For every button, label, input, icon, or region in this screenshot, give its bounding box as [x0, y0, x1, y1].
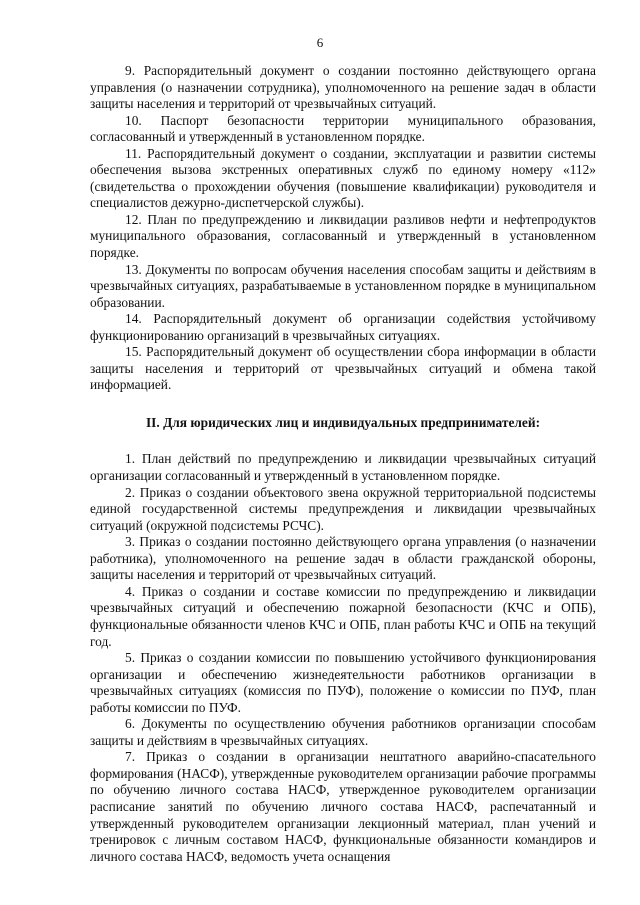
paragraph-2-6: 6. Документы по осуществлению обучения работников организации способам защиты и действиям в чрезвычайных ситуациях. — [90, 716, 596, 748]
paragraph-2-5: 5. Приказ о создании комиссии по повышению устойчивого функционирования организации и обеспечению жизнедеятельности работников организации в чрезвычайных ситуациях (комиссия по ПУФ), положение о комиссии по ПУФ, план работы комиссии по ПУФ. — [90, 650, 596, 715]
paragraph-11: 11. Распорядительный документ о создании, эксплуатации и развитии системы обеспечения вызова экстренных оперативных служб по единому номеру «112» (свидетельства о прохождении обучения (повышение квалификации) руководителя и специалистов дежурно-диспетчерской службы). — [90, 145, 596, 211]
paragraph-2-2: 2. Приказ о создании объектового звена окружной территориальной подсистемы единой государственной системы предупреждения и ликвидации чрезвычайных ситуаций (окружной подсистемы РСЧС). — [90, 484, 596, 533]
paragraph-12: 12. План по предупреждению и ликвидации разливов нефти и нефтепродуктов муниципального образования, согласованный и утвержденный в установленном порядке. — [90, 211, 596, 261]
paragraph-2-7: 7. Приказ о создании в организации нештатного аварийно-спасательного формирования (НАСФ), утвержденные руководителем организации рабочие программы по обучению личного состава НАСФ, утвержденное руководителем организации расписание занятий по обучению личного состава НАСФ, распечатанный и утвержденный руководителем организации лекционный материал, план учений и тренировок с личным составом НАСФ, функциональные обязанности командиров и личного состава НАСФ, ведомость учета оснащения — [90, 749, 596, 864]
paragraph-2-1: 1. План действий по предупреждению и ликвидации чрезвычайных ситуаций организации согласованный и утвержденный в установленном порядке. — [90, 451, 596, 484]
paragraph-9: 9. Распорядительный документ о создании постоянно действующего органа управления (о назначении сотрудника), уполномоченного на решение задач в области защиты населения и территорий от чрезвычайных ситуаций. — [90, 63, 596, 112]
paragraph-2-3: 3. Приказ о создании постоянно действующего органа управления (о назначении работника), уполномоченного на решение задач в области гражданской обороны, защиты населения и территорий от чрезвычайных ситуаций. — [90, 534, 596, 583]
paragraph-2-4: 4. Приказ о создании и составе комиссии по предупреждению и ликвидации чрезвычайных ситуаций и обеспечению пожарной безопасности (КЧС и ОПБ), функциональные обязанности членов КЧС и ОПБ, план работы КЧС и ОПБ на текущий год. — [90, 583, 596, 649]
document-body — [90, 63, 596, 865]
section-2-list — [90, 451, 596, 865]
paragraph-15: 15. Распорядительный документ об осуществлении сбора информации в области защиты населения и территорий от чрезвычайных ситуаций и обмена такой информацией. — [90, 344, 596, 393]
paragraph-13: 13. Документы по вопросам обучения населения способам защиты и действиям в чрезвычайных ситуациях, разрабатываемые в установленном порядке в муниципальном образовании. — [90, 261, 596, 310]
page-number: 6 — [316, 35, 324, 50]
paragraph-10: 10. Паспорт безопасности территории муниципального образования, согласованный и утвержденный в установленном порядке. — [90, 112, 596, 145]
paragraph-14: 14. Распорядительный документ об организации содействия устойчивому функционированию организаций в чрезвычайных ситуациях. — [90, 311, 596, 343]
section-2-heading: II. Для юридических лиц и индивидуальных предпринимателей: — [145, 414, 541, 430]
section-1-list — [90, 63, 596, 394]
